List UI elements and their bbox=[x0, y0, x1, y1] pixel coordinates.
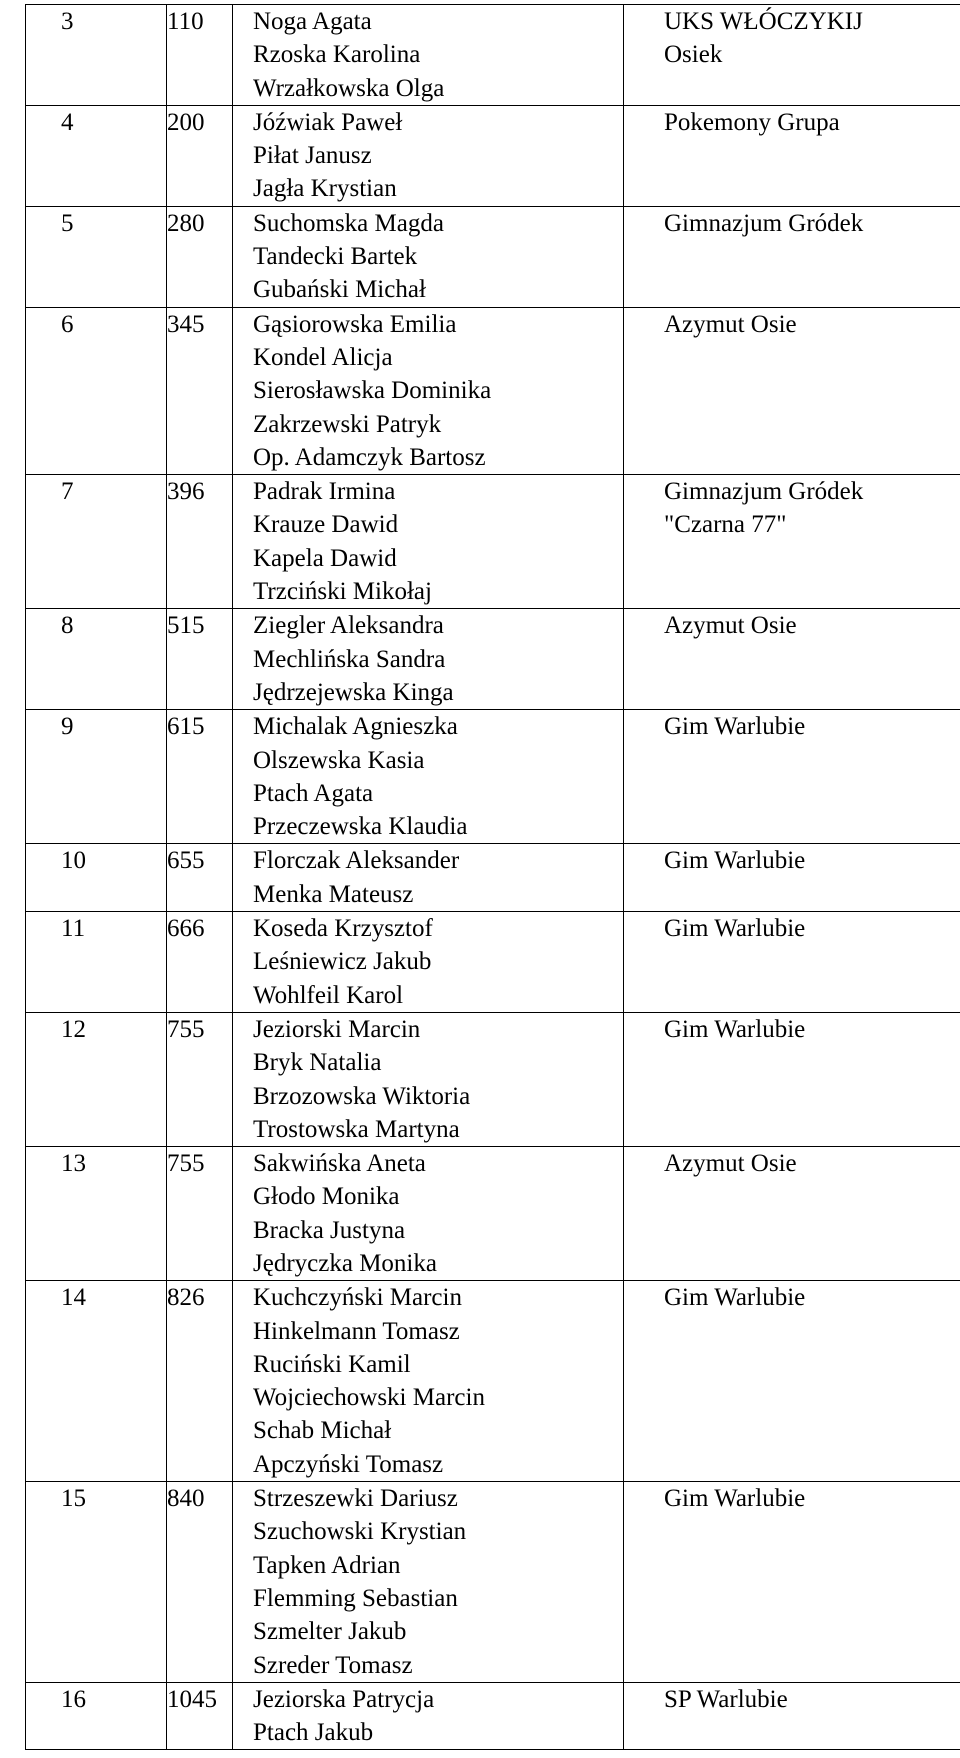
team-member: Jeziorska Patrycja bbox=[253, 1685, 435, 1713]
points-cell: 280 bbox=[167, 206, 233, 307]
team-member: Leśniewicz Jakub bbox=[253, 948, 432, 976]
team-member: Tandecki Bartek bbox=[253, 243, 418, 271]
team-member: Głodo Monika bbox=[253, 1183, 400, 1211]
club-name-line: Gim Warlubie bbox=[664, 915, 806, 943]
table-row bbox=[26, 609, 960, 710]
place-cell: 6 bbox=[26, 307, 167, 474]
team-member: Apczyński Tomasz bbox=[253, 1450, 444, 1478]
table-row bbox=[26, 1281, 960, 1482]
place-cell: 13 bbox=[26, 1147, 167, 1281]
team-member: Gąsiorowska Emilia bbox=[253, 310, 457, 338]
team-member: Ptach Agata bbox=[253, 779, 374, 807]
team-member: Wojciechowski Marcin bbox=[253, 1384, 485, 1412]
team-members-cell bbox=[233, 609, 624, 710]
team-member: Strzeszewki Dariusz bbox=[253, 1485, 458, 1513]
points-cell: 655 bbox=[167, 844, 233, 912]
team-member: Tapken Adrian bbox=[253, 1551, 401, 1579]
team-member: Bracka Justyna bbox=[253, 1216, 406, 1244]
team-members-cell bbox=[233, 1012, 624, 1146]
club-cell bbox=[624, 844, 960, 912]
team-members-cell bbox=[233, 1482, 624, 1683]
team-member: Rzoska Karolina bbox=[253, 41, 421, 69]
club-cell bbox=[624, 1482, 960, 1683]
team-member: Trzciński Mikołaj bbox=[253, 578, 432, 606]
team-members-cell bbox=[233, 105, 624, 206]
team-member: Olszewska Kasia bbox=[253, 746, 425, 774]
team-member: Ptach Jakub bbox=[253, 1719, 374, 1747]
club-name-line: Osiek bbox=[664, 41, 723, 69]
results-table-body bbox=[26, 5, 960, 1750]
club-cell bbox=[624, 1012, 960, 1146]
club-cell bbox=[624, 475, 960, 609]
club-cell bbox=[624, 307, 960, 474]
table-row bbox=[26, 105, 960, 206]
club-name-line: SP Warlubie bbox=[664, 1685, 788, 1713]
club-name-line: Pokemony Grupa bbox=[664, 108, 840, 136]
club-name-line: Azymut Osie bbox=[664, 1150, 797, 1178]
team-member: Op. Adamczyk Bartosz bbox=[253, 443, 486, 471]
team-members-cell bbox=[233, 206, 624, 307]
team-member: Michalak Agnieszka bbox=[253, 713, 458, 741]
place-cell: 11 bbox=[26, 912, 167, 1013]
club-name-line: UKS WŁÓCZYKIJ bbox=[664, 8, 863, 35]
club-cell bbox=[624, 710, 960, 844]
team-member: Florczak Aleksander bbox=[253, 847, 460, 875]
club-cell bbox=[624, 1682, 960, 1750]
team-member: Sakwińska Aneta bbox=[253, 1150, 426, 1178]
club-name-line: Gimnazjum Gródek bbox=[664, 209, 864, 237]
team-members-cell bbox=[233, 307, 624, 474]
team-member: Jędryczka Monika bbox=[253, 1249, 437, 1277]
club-name-line: Gim Warlubie bbox=[664, 847, 806, 875]
club-cell bbox=[624, 912, 960, 1013]
team-member: Flemming Sebastian bbox=[253, 1584, 458, 1612]
team-member: Mechlińska Sandra bbox=[253, 645, 446, 673]
points-cell: 755 bbox=[167, 1012, 233, 1146]
club-cell bbox=[624, 1147, 960, 1281]
team-member: Przeczewska Klaudia bbox=[253, 813, 468, 841]
table-row bbox=[26, 844, 960, 912]
table-row bbox=[26, 912, 960, 1013]
team-members-cell bbox=[233, 475, 624, 609]
club-cell bbox=[624, 105, 960, 206]
club-name-line: Azymut Osie bbox=[664, 612, 797, 640]
place-cell: 10 bbox=[26, 844, 167, 912]
team-member: Jagła Krystian bbox=[253, 175, 397, 203]
team-member: Noga Agata bbox=[253, 8, 372, 35]
team-member: Hinkelmann Tomasz bbox=[253, 1317, 460, 1345]
club-cell bbox=[624, 609, 960, 710]
club-name-line: Gim Warlubie bbox=[664, 1284, 806, 1312]
table-row bbox=[26, 1012, 960, 1146]
points-cell: 666 bbox=[167, 912, 233, 1013]
points-cell: 826 bbox=[167, 1281, 233, 1482]
team-members-cell bbox=[233, 710, 624, 844]
team-member: Trostowska Martyna bbox=[253, 1115, 460, 1143]
team-member: Ziegler Aleksandra bbox=[253, 612, 444, 640]
table-row bbox=[26, 5, 960, 106]
place-cell: 16 bbox=[26, 1682, 167, 1750]
points-cell: 840 bbox=[167, 1482, 233, 1683]
team-member: Bryk Natalia bbox=[253, 1049, 382, 1077]
team-member: Wrzałkowska Olga bbox=[253, 74, 445, 102]
place-cell: 12 bbox=[26, 1012, 167, 1146]
team-member: Szuchowski Krystian bbox=[253, 1518, 467, 1546]
club-name-line: Gim Warlubie bbox=[664, 1485, 806, 1513]
points-cell: 755 bbox=[167, 1147, 233, 1281]
team-member: Gubański Michał bbox=[253, 276, 426, 304]
place-cell: 9 bbox=[26, 710, 167, 844]
team-member: Krauze Dawid bbox=[253, 511, 399, 539]
points-cell: 200 bbox=[167, 105, 233, 206]
team-members-cell bbox=[233, 844, 624, 912]
club-cell bbox=[624, 1281, 960, 1482]
team-members-cell bbox=[233, 1281, 624, 1482]
team-member: Zakrzewski Patryk bbox=[253, 410, 442, 438]
team-members-cell bbox=[233, 5, 624, 106]
table-row bbox=[26, 710, 960, 844]
club-cell bbox=[624, 5, 960, 106]
points-cell: 396 bbox=[167, 475, 233, 609]
place-cell: 14 bbox=[26, 1281, 167, 1482]
team-member: Ruciński Kamil bbox=[253, 1350, 411, 1378]
team-member: Szmelter Jakub bbox=[253, 1618, 407, 1646]
place-cell: 5 bbox=[26, 206, 167, 307]
place-cell: 3 bbox=[26, 5, 167, 106]
team-member: Jędrzejewska Kinga bbox=[253, 678, 454, 706]
team-member: Jeziorski Marcin bbox=[253, 1015, 421, 1043]
team-member: Piłat Janusz bbox=[253, 142, 372, 170]
table-row bbox=[26, 1682, 960, 1750]
team-member: Kuchczyński Marcin bbox=[253, 1284, 462, 1312]
team-member: Schab Michał bbox=[253, 1417, 392, 1445]
team-member: Sierosławska Dominika bbox=[253, 377, 492, 405]
place-cell: 8 bbox=[26, 609, 167, 710]
club-name-line: Gimnazjum Gródek bbox=[664, 478, 864, 506]
club-cell bbox=[624, 206, 960, 307]
table-row bbox=[26, 206, 960, 307]
team-member: Jóźwiak Paweł bbox=[253, 108, 403, 136]
table-row bbox=[26, 307, 960, 474]
team-members-cell bbox=[233, 1147, 624, 1281]
place-cell: 4 bbox=[26, 105, 167, 206]
team-members-cell bbox=[233, 1682, 624, 1750]
team-member: Suchomska Magda bbox=[253, 209, 444, 237]
team-member: Menka Mateusz bbox=[253, 880, 414, 908]
results-table bbox=[25, 4, 960, 1750]
points-cell: 1045 bbox=[167, 1682, 233, 1750]
table-row bbox=[26, 1482, 960, 1683]
club-name-line: Gim Warlubie bbox=[664, 1015, 806, 1043]
points-cell: 345 bbox=[167, 307, 233, 474]
table-row bbox=[26, 1147, 960, 1281]
points-cell: 515 bbox=[167, 609, 233, 710]
team-member: Kapela Dawid bbox=[253, 544, 397, 572]
team-member: Padrak Irmina bbox=[253, 478, 396, 506]
team-member: Wohlfeil Karol bbox=[253, 981, 404, 1009]
club-name-line: Gim Warlubie bbox=[664, 713, 806, 741]
place-cell: 7 bbox=[26, 475, 167, 609]
place-cell: 15 bbox=[26, 1482, 167, 1683]
club-name-line: "Czarna 77" bbox=[664, 511, 787, 539]
team-member: Brzozowska Wiktoria bbox=[253, 1082, 471, 1110]
points-cell: 615 bbox=[167, 710, 233, 844]
table-row bbox=[26, 475, 960, 609]
team-member: Szreder Tomasz bbox=[253, 1651, 413, 1679]
team-members-cell bbox=[233, 912, 624, 1013]
club-name-line: Azymut Osie bbox=[664, 310, 797, 338]
team-member: Kondel Alicja bbox=[253, 343, 393, 371]
team-member: Koseda Krzysztof bbox=[253, 915, 433, 943]
points-cell: 110 bbox=[167, 5, 233, 106]
